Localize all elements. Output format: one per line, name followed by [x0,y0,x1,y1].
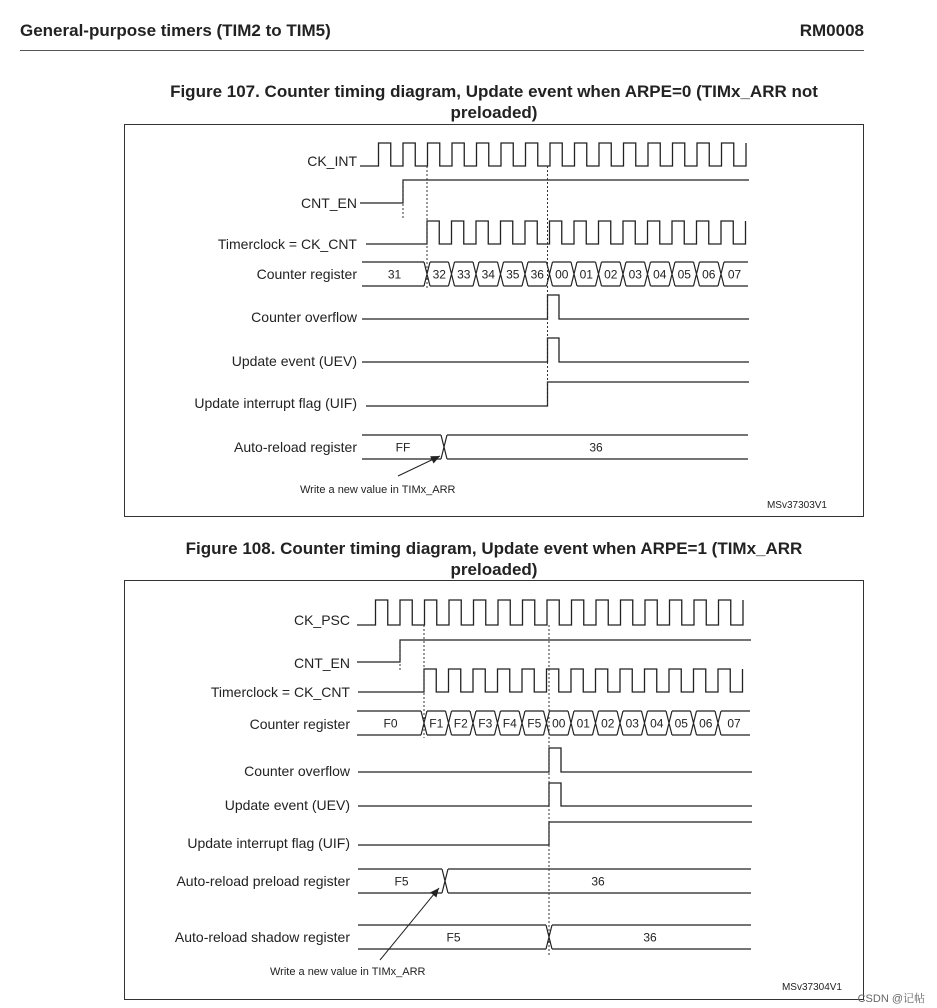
cnt-en-waveform [357,640,751,662]
figure-108-title-line1: Figure 108. Counter timing diagram, Update event when ARPE=1 (TIMx_ARR [185,539,803,558]
write-arr-note: Write a new value in TIMx_ARR [270,966,426,978]
counter-register-bus-value: 07 [727,716,741,731]
document-code: RM0008 [799,21,864,40]
counter-register-bus-value: 02 [604,267,618,282]
label-counter-register: Counter register [249,716,350,732]
figure-108-title-line2: preloaded) [450,560,538,579]
counter-register-bus-value: 04 [650,716,664,731]
label-timerclock: Timerclock = CK_CNT [210,684,350,700]
label-counter-overflow: Counter overflow [244,763,350,779]
counter-register-bus-value: F3 [478,716,493,731]
figure-108-code: MSv37304V1 [781,982,842,993]
label-ck-int: CK_INT [307,153,357,169]
update-event-waveform [358,783,752,806]
cnt-en-waveform [360,180,749,203]
counter-register-bus-value: 04 [653,267,667,282]
ck-int-waveform [360,143,746,166]
label-ck-psc: CK_PSC [293,612,350,628]
label-timerclock: Timerclock = CK_CNT [217,236,357,252]
label-update-interrupt-flag: Update interrupt flag (UIF) [187,835,350,851]
timerclock-waveform [358,669,743,692]
auto-reload-register-bus [362,435,748,459]
counter-register-bus-value: 03 [625,716,639,731]
section-header-title: General-purpose timers (TIM2 to TIM5) [20,21,331,40]
counter-overflow-waveform [362,295,749,319]
counter-register-bus-value: 36 [530,267,544,282]
label-auto-reload-register: Auto-reload register [234,439,357,455]
auto-reload-preload-bus-value: 36 [591,874,605,889]
write-arr-note: Write a new value in TIMx_ARR [300,484,456,496]
ck-psc-waveform [357,600,743,625]
counter-register-bus-value: 31 [387,267,402,282]
update-interrupt-flag-waveform [358,822,752,845]
counter-register-bus-value: 01 [576,716,590,731]
label-auto-reload-preload-register: Auto-reload preload register [176,873,350,889]
auto-reload-preload-bus [358,869,751,893]
auto-reload-register-bus-value: FF [395,440,411,455]
label-counter-register: Counter register [256,266,357,282]
counter-register-bus-value: 33 [457,267,471,282]
timerclock-waveform [366,221,746,244]
write-arr-arrow-head [430,888,439,897]
counter-register-bus-value: 02 [601,716,615,731]
counter-register-bus-value: 06 [699,716,713,731]
counter-register-bus-value: 05 [677,267,691,282]
update-event-waveform [362,338,749,362]
counter-register-bus-value: 05 [674,716,688,731]
counter-register-bus-value: 34 [481,267,495,282]
figure-107-title-line1: Figure 107. Counter timing diagram, Update event when ARPE=0 (TIMx_ARR not [170,82,818,101]
counter-register-bus-value: 32 [432,267,446,282]
counter-register-bus-value: 03 [628,267,642,282]
label-update-interrupt-flag: Update interrupt flag (UIF) [194,395,357,411]
counter-register-bus-value: 00 [555,267,569,282]
counter-register-bus-value: F1 [429,716,444,731]
counter-register-bus-value: 07 [727,267,742,282]
counter-overflow-waveform [358,748,752,772]
label-auto-reload-shadow-register: Auto-reload shadow register [174,929,350,945]
update-interrupt-flag-waveform [366,382,749,406]
counter-register-bus-value: 06 [702,267,716,282]
counter-register-bus-value: 01 [579,267,593,282]
counter-register-bus-value: F0 [383,716,398,731]
counter-register-bus-value: 00 [552,716,566,731]
auto-reload-shadow-bus [358,925,751,949]
label-cnt-en: CNT_EN [293,655,350,671]
auto-reload-shadow-bus-value: F5 [446,930,461,945]
auto-reload-preload-bus-value: F5 [394,874,409,889]
counter-register-bus-value: F2 [453,716,468,731]
counter-register-bus-value: F5 [527,716,542,731]
figure-107-code: MSv37303V1 [766,500,827,511]
label-update-event: Update event (UEV) [231,353,357,369]
label-counter-overflow: Counter overflow [251,309,357,325]
counter-register-bus-value: F4 [502,716,517,731]
auto-reload-shadow-bus-value: 36 [643,930,657,945]
auto-reload-register-bus-value: 36 [589,440,603,455]
counter-register-bus-value: 35 [506,267,520,282]
label-cnt-en: CNT_EN [300,195,357,211]
label-update-event: Update event (UEV) [224,797,350,813]
watermark: CSDN @记帖 [857,993,925,1005]
figure-107-title-line2: preloaded) [450,103,538,122]
